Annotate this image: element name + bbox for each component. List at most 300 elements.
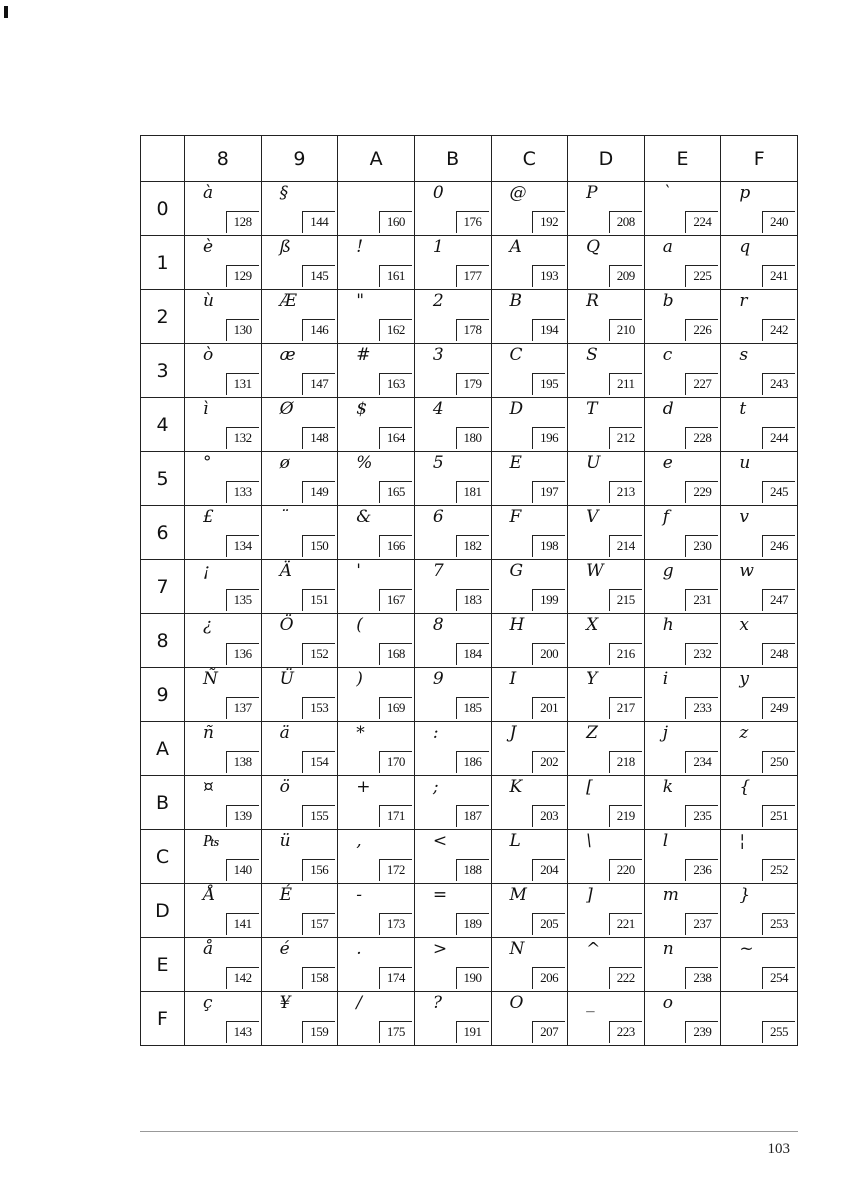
- table-row: [141, 398, 798, 452]
- decimal-code-box: 250: [762, 751, 795, 773]
- decimal-code-box: 239: [685, 1021, 718, 1043]
- row-header: 2: [141, 290, 185, 344]
- character-cell: [721, 830, 798, 884]
- character-cell: [644, 560, 721, 614]
- character-glyph: -: [356, 885, 362, 905]
- character-cell: [721, 776, 798, 830]
- character-cell: [721, 452, 798, 506]
- character-cell: [185, 182, 262, 236]
- character-glyph: ^: [586, 939, 601, 959]
- character-cell: [261, 506, 338, 560]
- character-glyph: w: [739, 561, 754, 581]
- decimal-code-box: 199: [532, 589, 565, 611]
- table-row: [141, 884, 798, 938]
- character-glyph: s: [739, 345, 749, 365]
- table-row: [141, 938, 798, 992]
- character-cell: [261, 722, 338, 776]
- character-glyph: (: [356, 615, 363, 635]
- decimal-code-box: 183: [456, 589, 489, 611]
- character-glyph: è: [203, 237, 214, 257]
- decimal-code-box: 228: [685, 427, 718, 449]
- character-glyph: M: [509, 885, 527, 905]
- row-header: 9: [141, 668, 185, 722]
- character-cell: [721, 560, 798, 614]
- character-cell: [185, 344, 262, 398]
- character-cell: [644, 236, 721, 290]
- column-header: 8: [185, 136, 262, 182]
- character-cell: [261, 938, 338, 992]
- decimal-code-box: 190: [456, 967, 489, 989]
- character-glyph: ü: [279, 831, 291, 851]
- decimal-code-box: 209: [609, 265, 642, 287]
- character-cell: [491, 992, 568, 1046]
- decimal-code-box: 174: [379, 967, 412, 989]
- decimal-code-box: 186: [456, 751, 489, 773]
- decimal-code-box: 144: [302, 211, 335, 233]
- decimal-code-box: 254: [762, 967, 795, 989]
- table-row: [141, 830, 798, 884]
- decimal-code-box: 243: [762, 373, 795, 395]
- column-header: F: [721, 136, 798, 182]
- decimal-code-box: 217: [609, 697, 642, 719]
- character-glyph: ;: [432, 777, 439, 797]
- decimal-code-box: 244: [762, 427, 795, 449]
- character-glyph: /: [356, 993, 362, 1013]
- character-glyph: v: [739, 507, 749, 527]
- decimal-code-box: 136: [226, 643, 259, 665]
- character-glyph: Ä: [279, 561, 292, 581]
- decimal-code-box: 128: [226, 211, 259, 233]
- character-glyph: é: [279, 939, 290, 959]
- character-glyph: e: [662, 453, 673, 473]
- decimal-code-box: 202: [532, 751, 565, 773]
- decimal-code-box: 236: [685, 859, 718, 881]
- decimal-code-box: 159: [302, 1021, 335, 1043]
- character-cell: [185, 398, 262, 452]
- decimal-code-box: 139: [226, 805, 259, 827]
- character-glyph: æ: [279, 345, 296, 365]
- character-glyph: b: [662, 291, 674, 311]
- decimal-code-box: 193: [532, 265, 565, 287]
- character-glyph: z: [739, 723, 749, 743]
- decimal-code-box: 218: [609, 751, 642, 773]
- character-cell: [338, 776, 415, 830]
- character-glyph: Ö: [279, 615, 294, 635]
- character-glyph: K: [509, 777, 523, 797]
- character-cell: [568, 398, 645, 452]
- decimal-code-box: 173: [379, 913, 412, 935]
- column-header: C: [491, 136, 568, 182]
- character-glyph: ]: [586, 885, 593, 905]
- character-glyph: _: [586, 993, 595, 1013]
- character-cell: [261, 830, 338, 884]
- row-header: 8: [141, 614, 185, 668]
- character-glyph: >: [432, 939, 448, 959]
- character-glyph: É: [279, 885, 293, 905]
- character-glyph: H: [509, 615, 525, 635]
- character-glyph: [: [586, 777, 593, 797]
- decimal-code-box: 195: [532, 373, 565, 395]
- decimal-code-box: 192: [532, 211, 565, 233]
- character-glyph: I: [509, 669, 517, 689]
- character-cell: [414, 560, 491, 614]
- character-cell: [261, 236, 338, 290]
- character-cell: [185, 992, 262, 1046]
- character-cell: [721, 344, 798, 398]
- character-glyph: 9: [432, 669, 444, 689]
- decimal-code-box: 155: [302, 805, 335, 827]
- decimal-code-box: 137: [226, 697, 259, 719]
- character-cell: [185, 614, 262, 668]
- character-glyph: ß: [279, 237, 291, 257]
- decimal-code-box: 204: [532, 859, 565, 881]
- decimal-code-box: 138: [226, 751, 259, 773]
- decimal-code-box: 151: [302, 589, 335, 611]
- character-cell: [644, 938, 721, 992]
- decimal-code-box: 165: [379, 481, 412, 503]
- character-cell: [644, 668, 721, 722]
- character-cell: [568, 668, 645, 722]
- character-glyph: N: [509, 939, 525, 959]
- decimal-code-box: 207: [532, 1021, 565, 1043]
- character-glyph: ¿: [203, 615, 213, 635]
- decimal-code-box: 252: [762, 859, 795, 881]
- character-cell: [721, 398, 798, 452]
- character-glyph: i: [662, 669, 669, 689]
- character-cell: [185, 776, 262, 830]
- character-glyph: 7: [432, 561, 444, 581]
- character-cell: [261, 290, 338, 344]
- decimal-code-box: 214: [609, 535, 642, 557]
- character-glyph: ,: [356, 831, 362, 851]
- character-cell: [568, 992, 645, 1046]
- character-cell: [491, 290, 568, 344]
- character-glyph: 4: [432, 399, 444, 419]
- character-cell: [261, 776, 338, 830]
- decimal-code-box: 163: [379, 373, 412, 395]
- character-cell: [414, 290, 491, 344]
- decimal-code-box: 148: [302, 427, 335, 449]
- character-glyph: 8: [432, 615, 444, 635]
- character-glyph: n: [662, 939, 674, 959]
- character-cell: [721, 182, 798, 236]
- decimal-code-box: 253: [762, 913, 795, 935]
- decimal-code-box: 203: [532, 805, 565, 827]
- character-glyph: h: [662, 615, 674, 635]
- table-row: [141, 344, 798, 398]
- decimal-code-box: 140: [226, 859, 259, 881]
- character-cell: [568, 938, 645, 992]
- character-cell: [491, 722, 568, 776]
- row-header: 5: [141, 452, 185, 506]
- character-glyph: Y: [586, 669, 598, 689]
- character-glyph: *: [356, 723, 365, 743]
- table-row: [141, 614, 798, 668]
- character-glyph: 5: [432, 453, 444, 473]
- character-cell: [568, 560, 645, 614]
- character-glyph: Ü: [279, 669, 294, 689]
- character-glyph: §: [279, 183, 289, 203]
- character-glyph: °: [203, 453, 212, 473]
- character-glyph: ¨: [279, 507, 289, 527]
- decimal-code-box: 232: [685, 643, 718, 665]
- character-glyph: £: [203, 507, 214, 527]
- character-glyph: Q: [586, 237, 601, 257]
- character-cell: [491, 182, 568, 236]
- decimal-code-box: 150: [302, 535, 335, 557]
- decimal-code-box: 152: [302, 643, 335, 665]
- character-glyph: }: [739, 885, 751, 905]
- decimal-code-box: 171: [379, 805, 412, 827]
- decimal-code-box: 227: [685, 373, 718, 395]
- character-glyph: a: [662, 237, 673, 257]
- character-cell: [644, 776, 721, 830]
- character-cell: [721, 668, 798, 722]
- table-row: [141, 776, 798, 830]
- character-cell: [338, 236, 415, 290]
- decimal-code-box: 166: [379, 535, 412, 557]
- table-row: [141, 560, 798, 614]
- character-cell: [644, 398, 721, 452]
- decimal-code-box: 249: [762, 697, 795, 719]
- character-cell: [644, 290, 721, 344]
- character-glyph: t: [739, 399, 747, 419]
- character-cell: [721, 236, 798, 290]
- character-glyph: g: [662, 561, 674, 581]
- character-glyph: Ñ: [203, 669, 218, 689]
- decimal-code-box: 164: [379, 427, 412, 449]
- character-cell: [644, 182, 721, 236]
- character-glyph: r: [739, 291, 748, 311]
- character-glyph: ): [356, 669, 363, 689]
- character-glyph: .: [356, 939, 362, 959]
- decimal-code-box: 158: [302, 967, 335, 989]
- character-cell: [185, 506, 262, 560]
- character-cell: [414, 506, 491, 560]
- character-cell: [261, 452, 338, 506]
- character-cell: [414, 830, 491, 884]
- row-header: A: [141, 722, 185, 776]
- decimal-code-box: 247: [762, 589, 795, 611]
- character-cell: [491, 776, 568, 830]
- character-glyph: \: [586, 831, 592, 851]
- character-cell: [338, 992, 415, 1046]
- character-glyph: p: [739, 183, 751, 203]
- character-glyph: !: [356, 237, 364, 257]
- decimal-code-box: 206: [532, 967, 565, 989]
- character-glyph: <: [432, 831, 448, 851]
- column-header: B: [414, 136, 491, 182]
- decimal-code-box: 161: [379, 265, 412, 287]
- character-cell: [644, 992, 721, 1046]
- decimal-code-box: 162: [379, 319, 412, 341]
- character-cell: [185, 290, 262, 344]
- character-cell: [338, 668, 415, 722]
- character-cell: [414, 614, 491, 668]
- character-glyph: 6: [432, 507, 444, 527]
- column-header: E: [644, 136, 721, 182]
- character-cell: [414, 398, 491, 452]
- character-cell: [644, 722, 721, 776]
- character-glyph: ñ: [203, 723, 214, 743]
- character-cell: [721, 938, 798, 992]
- decimal-code-box: 149: [302, 481, 335, 503]
- decimal-code-box: 170: [379, 751, 412, 773]
- character-cell: [568, 614, 645, 668]
- row-header: 7: [141, 560, 185, 614]
- row-header: 0: [141, 182, 185, 236]
- decimal-code-box: 196: [532, 427, 565, 449]
- character-cell: [568, 452, 645, 506]
- decimal-code-box: 235: [685, 805, 718, 827]
- character-glyph: F: [509, 507, 522, 527]
- decimal-code-box: 198: [532, 535, 565, 557]
- decimal-code-box: 143: [226, 1021, 259, 1043]
- character-cell: [185, 668, 262, 722]
- row-header: 6: [141, 506, 185, 560]
- character-glyph: m: [662, 885, 679, 905]
- character-cell: [261, 668, 338, 722]
- character-glyph: Ø: [279, 399, 294, 419]
- decimal-code-box: 240: [762, 211, 795, 233]
- character-cell: [491, 614, 568, 668]
- character-cell: [185, 236, 262, 290]
- character-glyph: J: [509, 723, 517, 743]
- decimal-code-box: 160: [379, 211, 412, 233]
- character-glyph: L: [509, 831, 521, 851]
- character-cell: [261, 344, 338, 398]
- decimal-code-box: 231: [685, 589, 718, 611]
- decimal-code-box: 130: [226, 319, 259, 341]
- character-cell: [491, 884, 568, 938]
- character-glyph: S: [586, 345, 598, 365]
- row-header: D: [141, 884, 185, 938]
- character-cell: [491, 344, 568, 398]
- decimal-code-box: 215: [609, 589, 642, 611]
- decimal-code-box: 212: [609, 427, 642, 449]
- decimal-code-box: 157: [302, 913, 335, 935]
- character-cell: [261, 884, 338, 938]
- character-glyph: u: [739, 453, 751, 473]
- character-glyph: @: [509, 183, 527, 203]
- decimal-code-box: 200: [532, 643, 565, 665]
- character-cell: [338, 290, 415, 344]
- decimal-code-box: 153: [302, 697, 335, 719]
- character-glyph: +: [356, 777, 371, 797]
- character-cell: [568, 776, 645, 830]
- character-cell: [568, 182, 645, 236]
- decimal-code-box: 238: [685, 967, 718, 989]
- decimal-code-box: 175: [379, 1021, 412, 1043]
- character-glyph: ₧: [203, 831, 220, 851]
- character-glyph: `: [662, 183, 672, 203]
- character-glyph: ò: [203, 345, 214, 365]
- decimal-code-box: 241: [762, 265, 795, 287]
- row-header: C: [141, 830, 185, 884]
- column-header: A: [338, 136, 415, 182]
- row-header: 1: [141, 236, 185, 290]
- decimal-code-box: 133: [226, 481, 259, 503]
- decimal-code-box: 255: [762, 1021, 795, 1043]
- character-cell: [338, 614, 415, 668]
- character-glyph: o: [662, 993, 673, 1013]
- page-number: 103: [767, 1141, 790, 1157]
- character-glyph: 3: [432, 345, 444, 365]
- decimal-code-box: 248: [762, 643, 795, 665]
- decimal-code-box: 237: [685, 913, 718, 935]
- character-glyph: P: [586, 183, 598, 203]
- character-cell: [491, 398, 568, 452]
- character-glyph: å: [203, 939, 214, 959]
- character-cell: [185, 830, 262, 884]
- decimal-code-box: 132: [226, 427, 259, 449]
- character-glyph: k: [662, 777, 674, 797]
- character-glyph: 2: [432, 291, 444, 311]
- character-cell: [721, 290, 798, 344]
- character-cell: [261, 398, 338, 452]
- character-cell: [338, 884, 415, 938]
- decimal-code-box: 220: [609, 859, 642, 881]
- character-glyph: 1: [432, 237, 444, 257]
- character-glyph: ": [356, 291, 365, 311]
- character-glyph: V: [586, 507, 599, 527]
- character-cell: [414, 722, 491, 776]
- decimal-code-box: 191: [456, 1021, 489, 1043]
- character-cell: [491, 452, 568, 506]
- row-header: B: [141, 776, 185, 830]
- decimal-code-box: 223: [609, 1021, 642, 1043]
- character-glyph: ç: [203, 993, 213, 1013]
- character-cell: [644, 506, 721, 560]
- character-glyph: =: [432, 885, 448, 905]
- decimal-code-box: 156: [302, 859, 335, 881]
- character-cell: [568, 236, 645, 290]
- decimal-code-box: 178: [456, 319, 489, 341]
- decimal-code-box: 177: [456, 265, 489, 287]
- decimal-code-box: 142: [226, 967, 259, 989]
- decimal-code-box: 134: [226, 535, 259, 557]
- character-glyph: j: [662, 723, 669, 743]
- character-cell: [644, 452, 721, 506]
- character-glyph: W: [586, 561, 604, 581]
- decimal-code-box: 187: [456, 805, 489, 827]
- table-row: [141, 992, 798, 1046]
- character-cell: [338, 830, 415, 884]
- character-glyph: y: [739, 669, 749, 689]
- character-cell: [185, 722, 262, 776]
- decimal-code-box: 147: [302, 373, 335, 395]
- character-cell: [338, 938, 415, 992]
- character-glyph: ì: [203, 399, 209, 419]
- decimal-code-box: 216: [609, 643, 642, 665]
- character-glyph: &: [356, 507, 372, 527]
- decimal-code-box: 208: [609, 211, 642, 233]
- character-cell: [721, 884, 798, 938]
- row-header: E: [141, 938, 185, 992]
- character-cell: [491, 668, 568, 722]
- decimal-code-box: 167: [379, 589, 412, 611]
- table-row: [141, 236, 798, 290]
- decimal-code-box: 226: [685, 319, 718, 341]
- decimal-code-box: 185: [456, 697, 489, 719]
- character-cell: [568, 830, 645, 884]
- table-row: [141, 452, 798, 506]
- table-row: [141, 290, 798, 344]
- character-glyph: #: [356, 345, 371, 365]
- decimal-code-box: 222: [609, 967, 642, 989]
- character-code-table: [140, 135, 798, 1046]
- character-glyph: l: [662, 831, 669, 851]
